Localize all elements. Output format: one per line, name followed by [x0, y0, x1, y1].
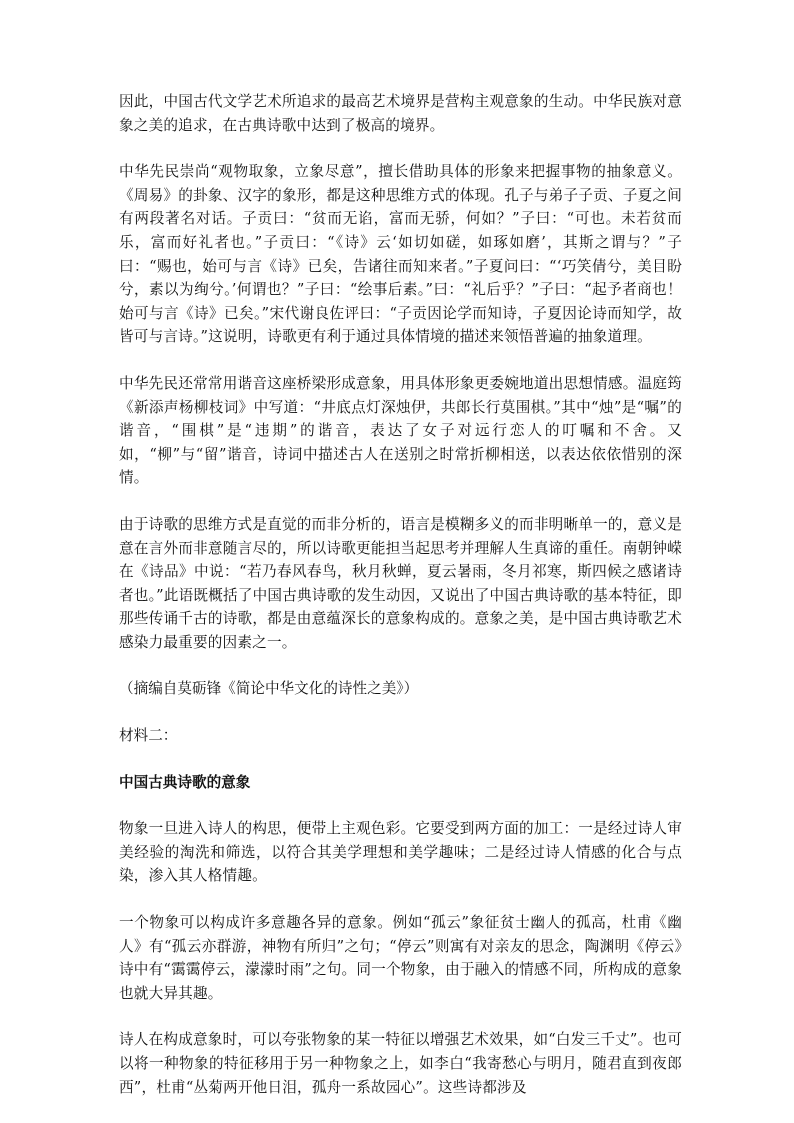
paragraph-gap	[119, 137, 682, 160]
paragraph-gap	[119, 349, 682, 372]
paragraph-gap	[119, 888, 682, 911]
paragraph-gap	[119, 490, 682, 513]
section-heading: 中国古典诗歌的意象	[119, 773, 251, 791]
paragraph-gap	[119, 748, 682, 771]
paragraph-2: 中华先民崇尚“观物取象，立象尽意”，擅长借助具体的形象来把握事物的抽象意义。《周易》的卦象、汉字的象形，都是这种思维方式的体现。孔子与弟子子贡、子夏之间有两段著名对话。子贡曰：“贫而无谄，富而无骄，何如？”子曰：“可也。未若贫而乐，富而好礼者也。”子贡曰：“《诗》云‘如切如磋，如琢如磨’，其斯之谓与？”子曰：“赐也，始可与言《诗》已矣，告诸往而知来者。”子夏问曰：“‘巧笑倩兮，美目盼兮，素以为绚兮。’何谓也？”子曰：“绘事后素。”曰：“礼后乎？”子曰：“起予者商也！始可与言《诗》已矣。”宋代谢良佐评曰：“子贡因论学而知诗，子夏因论诗而知学，故皆可与言诗。”这说明，诗歌更有利于通过具体情境的描述来领悟普遍的抽象道理。	[119, 163, 682, 346]
paragraph-gap	[119, 701, 682, 724]
paragraph-5: 物象一旦进入诗人的构思，便带上主观色彩。它要受到两方面的加工：一是经过诗人审美经验的淘洗和筛选，以符合其美学理想和美学趣味；二是经过诗人情感的化合与点染，渗入其人格情趣。	[119, 820, 682, 885]
paragraph-1: 因此，中国古代文学艺术所追求的最高艺术境界是营构主观意象的生动。中华民族对意象之美的追求，在古典诗歌中达到了极高的境界。	[119, 93, 682, 134]
paragraph-4: 由于诗歌的思维方式是直觉的而非分析的，语言是模糊多义的而非明晰单一的，意义是意在言外而非意随言尽的，所以诗歌更能担当起思考并理解人生真谛的重任。南朝钟嵘在《诗品》中说：“若乃春风春鸟，秋月秋蝉，夏云暑雨，冬月祁寒，斯四候之感诸诗者也。”此语既概括了中国古典诗歌的发生动因，又说出了中国古典诗歌的基本特征，即那些传诵千古的诗歌，都是由意蕴深长的意象构成的。意象之美，是中国古典诗歌艺术感染力最重要的因素之一。	[119, 515, 682, 651]
source-citation: （摘编自莫砺锋《简论中华文化的诗性之美》）	[119, 680, 419, 698]
paragraph-3: 中华先民还常常用谐音这座桥梁形成意象，用具体形象更委婉地道出思想情感。温庭筠《新添声杨柳枝词》中写道：“井底点灯深烛伊，共郎长行莫围棋。”其中“烛”是“嘱”的谐音，“围棋”是“违期”的谐音，表达了女子对远行恋人的叮嘱和不舍。又如，“柳”与“留”谐音，诗词中描述古人在送别之时常折柳相送，以表达依依惜别的深情。	[119, 374, 682, 487]
paragraph-gap	[119, 654, 682, 677]
paragraph-gap	[119, 794, 682, 817]
document-page	[119, 90, 682, 1099]
paragraph-6: 一个物象可以构成许多意趣各异的意象。例如“孤云”象征贫士幽人的孤高，杜甫《幽人》有“孤云亦群游，神物有所归”之句；“停云”则寓有对亲友的思念，陶渊明《停云》诗中有“霭霭停云，濛濛时雨”之句。同一个物象，由于融入的情感不同，所构成的意象也就大异其趣。	[119, 914, 682, 1002]
paragraph-gap	[119, 1005, 682, 1028]
paragraph-7: 诗人在构成意象时，可以夸张物象的某一特征以增强艺术效果，如“白发三千丈”。也可以将一种物象的特征移用于另一种物象之上，如李白“我寄愁心与明月，随君直到夜郎西”，杜甫“丛菊两开他日泪，孤舟一系故园心”。这些诗都涉及	[119, 1031, 682, 1096]
material-label: 材料二：	[119, 727, 178, 745]
